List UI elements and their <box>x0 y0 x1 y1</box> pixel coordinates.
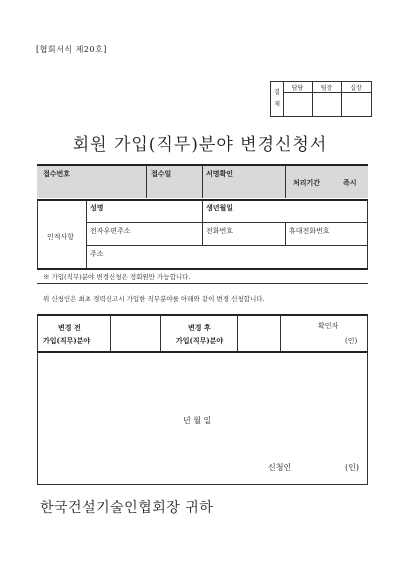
applicant-label: 신청인 <box>268 463 292 472</box>
name-label: 성명 <box>90 203 104 212</box>
approval-side-label-2: 재 <box>274 101 280 108</box>
date-line: 년 월 일 <box>183 416 212 425</box>
confirmer-seal: (인) <box>345 337 358 345</box>
approval-col-team-lead: 팀장 <box>320 84 333 92</box>
approval-col-director: 실장 <box>350 84 362 92</box>
email-label: 전자우편주소 <box>90 227 131 235</box>
form-number: [협회서식 제20호] <box>36 45 107 54</box>
processing-period-label: 처리기간 <box>293 178 321 187</box>
after-label-line1: 변경 후 <box>188 323 211 332</box>
approval-col-staff: 담당 <box>291 84 304 92</box>
statement-text: 위 신청인은 최초 경력신고시 가입한 직무분야를 아래와 같이 변경 신청합니다. <box>43 295 265 303</box>
address-label: 주소 <box>90 250 104 258</box>
processing-period-value: 즉시 <box>343 178 357 187</box>
confirmer-label: 확인자 <box>318 322 339 330</box>
receipt-date-label: 접수일 <box>151 169 172 178</box>
personal-section-label: 인적사항 <box>47 233 75 241</box>
after-label-line2: 가입(직무)분야 <box>176 336 224 345</box>
notice-text: ※ 가입(직무)분야 변경신청은 정회원만 가능합니다. <box>43 273 191 281</box>
addressee: 한국건설기술인협회장 귀하 <box>40 500 214 516</box>
form-title: 회원 가입(직무)분야 변경신청서 <box>72 135 328 155</box>
before-label-line2: 가입(직무)분야 <box>43 336 91 345</box>
birth-label: 생년월일 <box>206 203 234 212</box>
signature-check-label: 서명확인 <box>206 169 234 178</box>
approval-box <box>270 81 372 117</box>
before-label-line1: 변경 전 <box>58 323 81 332</box>
mobile-label: 휴대전화번호 <box>289 227 330 235</box>
phone-label: 전화번호 <box>206 227 234 235</box>
receipt-no-label: 접수번호 <box>43 169 71 178</box>
approval-side-label-1: 결 <box>274 89 280 96</box>
applicant-seal: (인) <box>345 463 359 472</box>
